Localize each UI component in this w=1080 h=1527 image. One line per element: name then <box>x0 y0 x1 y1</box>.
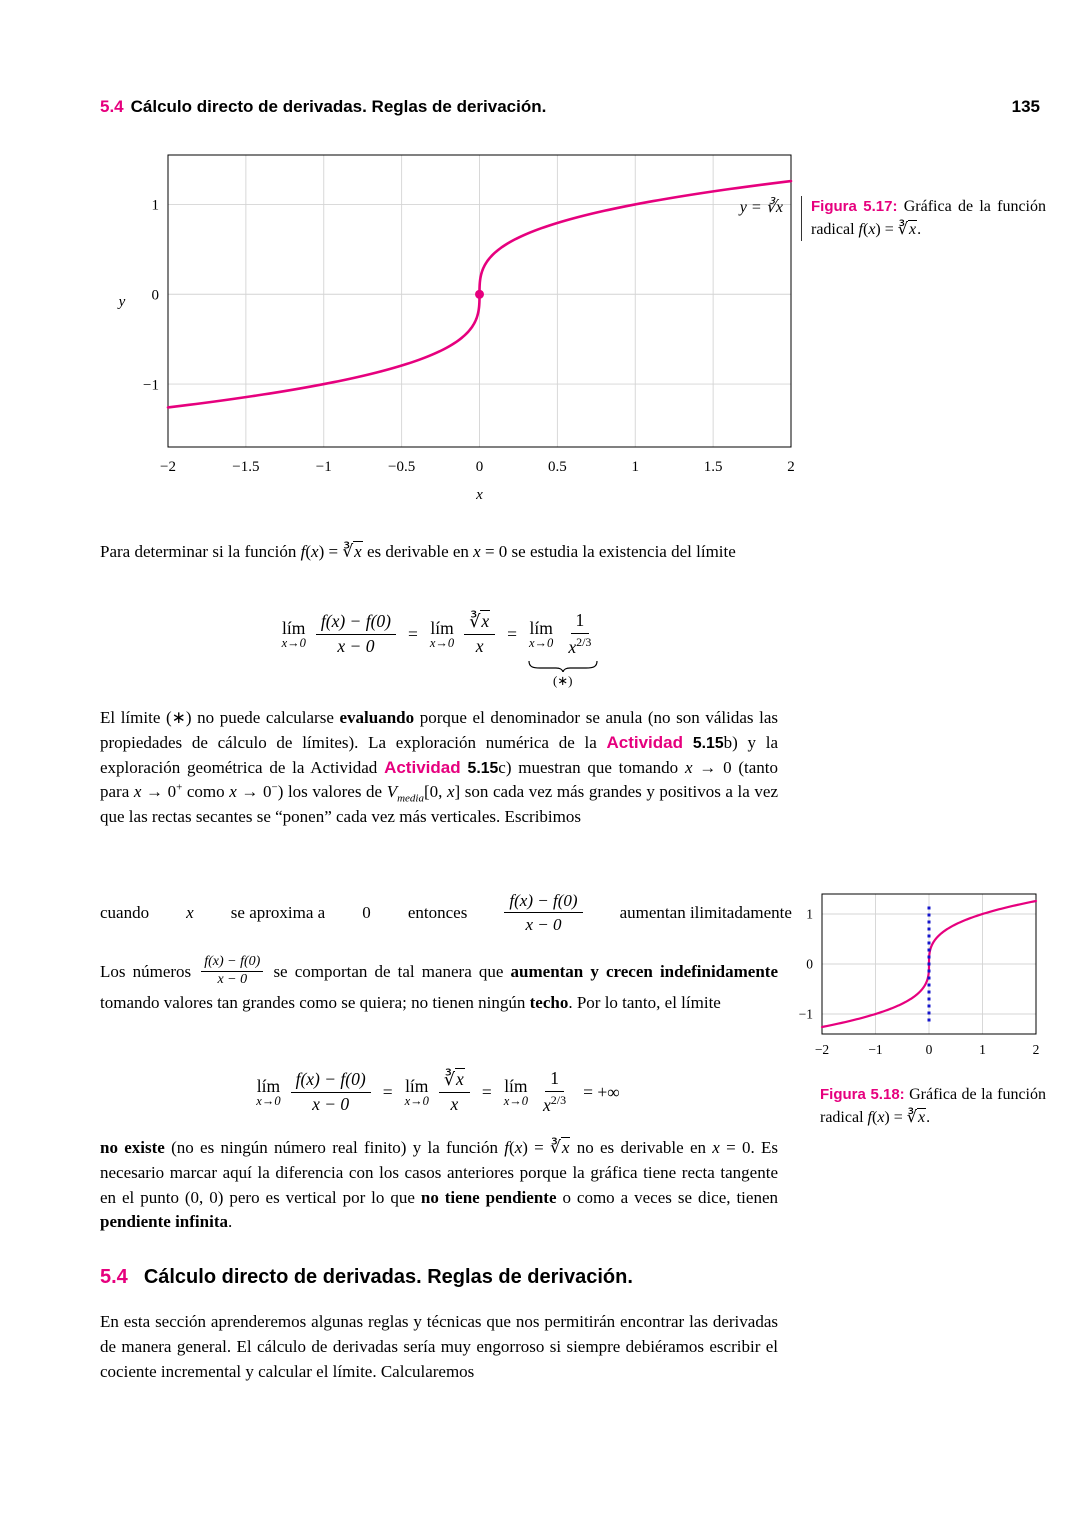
text-run: aumentan y crecen indefinidamente <box>510 962 779 982</box>
svg-text:−1: −1 <box>143 377 159 394</box>
text-run: ) los valores de <box>277 782 387 802</box>
svg-text:1: 1 <box>979 1042 986 1057</box>
header-section-number: 5.4 <box>100 97 124 116</box>
svg-text:1: 1 <box>806 906 813 922</box>
text-run: → 0 (tanto para <box>100 757 779 802</box>
text-run: ( <box>871 1108 878 1126</box>
cbrt-over-x: $\frac{∛x}{x}$ <box>464 611 495 658</box>
text-run: x <box>229 782 237 802</box>
limit-operator: lím x→0 <box>256 1075 281 1108</box>
text-run: no tiene pendiente <box>420 1187 557 1207</box>
text-run: ) = <box>875 220 898 238</box>
section-title-text: Cálculo directo de derivadas. Reglas de derivación. <box>143 1266 633 1288</box>
text-run: Gráfica de la función radical <box>811 198 1047 238</box>
limit-operator <box>282 619 306 651</box>
svg-text:2: 2 <box>1032 1042 1040 1057</box>
text-run: . <box>917 220 922 238</box>
header-section-title <box>100 97 546 117</box>
text-run: En esta sección aprenderemos algunas reglas y técnicas que nos permitirán encontrar las derivadas de manera general. El cálculo de derivadas sería muy engorroso si siempre debiéramos escribir el cociente incremental y calcular el límite. Calcularemos <box>100 1312 778 1381</box>
figure-5-18-caption <box>820 1084 1046 1129</box>
underbrace-icon <box>528 660 598 672</box>
svg-text:−1: −1 <box>315 459 332 475</box>
svg-text:0.5: 0.5 <box>548 459 567 475</box>
desc-aproxima: se aproxima a <box>230 902 326 922</box>
equals-sign: = <box>481 1081 492 1102</box>
text-run: tomando valores tan grandes como se quiera; no tienen ningún <box>100 992 530 1012</box>
text-run: es derivable en <box>362 542 474 561</box>
text-run: no es derivable en <box>570 1138 713 1157</box>
lim-word: lím <box>282 617 306 638</box>
text-run: x <box>684 757 693 777</box>
svg-text:−1.5: −1.5 <box>232 459 260 475</box>
svg-text:−1: −1 <box>868 1042 883 1057</box>
paragraph-limit-discussion <box>100 706 778 830</box>
text-run: ) = <box>318 542 343 561</box>
text-run: x <box>877 1108 885 1126</box>
text-run: pendiente infinita <box>100 1212 228 1232</box>
svg-text:0: 0 <box>475 459 484 475</box>
svg-text:0: 0 <box>925 1042 933 1057</box>
text-run: ( <box>862 220 869 238</box>
text-run: x <box>133 782 142 802</box>
paragraph-no-existe <box>100 1136 778 1235</box>
one-over-x-pow: $\frac{1}{x^{2/3}}$ <box>543 1068 567 1115</box>
cbrt-over-x: $\frac{∛x}{x}$ <box>439 1069 470 1116</box>
cube-root-expression: ∛x <box>550 1138 570 1157</box>
text-run: x <box>868 220 876 238</box>
text-run: x <box>514 1138 523 1157</box>
lim-subscript: x→0 <box>281 635 306 650</box>
text-run: Figura 5.17: <box>811 198 898 215</box>
fig-5-17-svg <box>106 145 803 507</box>
text-run: Los números <box>100 962 199 982</box>
svg-text:−0.5: −0.5 <box>388 459 416 475</box>
text-run: c) muestran que tomando <box>498 757 685 777</box>
svg-text:1: 1 <box>631 459 639 475</box>
section-number: 5.4 <box>100 1266 128 1288</box>
star-annotation: (∗) <box>552 672 573 688</box>
text-run: techo <box>529 992 569 1012</box>
text-run: ) = <box>522 1138 551 1157</box>
cube-root-expression: ∛x <box>897 220 917 238</box>
figure-5-17-graph <box>106 145 803 512</box>
difference-quotient: f(x) − f(0) x − 0 <box>504 890 582 936</box>
one-over-x-pow: 1 $x^{2/3}$ <box>568 610 592 657</box>
svg-text:0: 0 <box>151 287 159 304</box>
text-run: [0, <box>423 782 447 802</box>
text-run: x <box>311 542 319 561</box>
equals-sign: = <box>382 1081 393 1102</box>
svg-text:−1: −1 <box>798 1006 813 1022</box>
text-run: → 0 <box>236 782 272 802</box>
desc-cero: 0 <box>362 902 371 922</box>
text-run: Actividad <box>384 757 461 777</box>
underbraced-term <box>529 610 596 688</box>
desc-entonces: entonces <box>407 902 468 922</box>
text-run: x <box>447 782 455 802</box>
paragraph-intro <box>100 540 778 565</box>
text-run: ( <box>509 1138 515 1157</box>
svg-text:−2: −2 <box>160 459 176 475</box>
text-run: Figura 5.18: <box>820 1086 905 1103</box>
text-run: (no es ningún número real finito) y la función <box>164 1138 505 1157</box>
limit-operator: lím x→0 <box>503 1075 529 1108</box>
text-run: 5.15 <box>683 734 724 752</box>
text-run: f <box>867 1108 872 1126</box>
text-run: media <box>397 792 424 805</box>
text-run: + <box>176 781 183 794</box>
paragraph-section-intro <box>100 1310 778 1384</box>
text-run: 5.15 <box>460 759 499 777</box>
limit-equation-1 <box>100 610 778 688</box>
text-run: o como a veces se dice, tienen <box>556 1187 778 1207</box>
text-run: f <box>858 220 863 238</box>
text-run: x <box>712 1138 720 1157</box>
text-run: ) = <box>884 1108 907 1126</box>
limit-equation-2 <box>100 1068 778 1117</box>
text-run: = 0 se estudia la existencia del límite <box>480 542 736 561</box>
text-run: Gráfica de la función radical <box>820 1086 1046 1126</box>
svg-text:x: x <box>476 487 483 503</box>
text-run: . <box>926 1108 931 1126</box>
svg-text:y = ∛x: y = ∛x <box>739 199 783 216</box>
text-run: ( <box>305 542 312 561</box>
limit-operator: lím x→0 <box>429 617 455 650</box>
radical-sign: ∛ <box>469 610 481 631</box>
section-heading <box>100 1266 633 1289</box>
page-header <box>100 97 1040 117</box>
text-run: = 0. Es necesario marcar aquí la diferencia con los casos anteriores porque la gráfica tiene recta tangente en el punto (0, 0) pero es vertical por lo que <box>100 1138 779 1207</box>
equals-sign: = <box>507 623 517 644</box>
svg-text:1.5: 1.5 <box>703 459 723 475</box>
desc-tail: aumentan ilimitadamente <box>619 902 792 922</box>
inline-fraction: $\frac{f(x) - f(0)}{x - 0}$ <box>201 954 263 989</box>
svg-text:y: y <box>118 294 126 310</box>
desc-cuando: cuando <box>100 902 150 922</box>
svg-text:1: 1 <box>151 197 159 214</box>
svg-text:2: 2 <box>787 459 795 475</box>
text-run: f <box>504 1138 510 1157</box>
desc-x: x <box>186 902 194 922</box>
fig-5-18-svg <box>794 886 1044 1064</box>
text-run: ] son cada vez más grandes y positivos a la vez que las rectas secantes se “ponen” cada vez más verticales. Escribimos <box>100 782 779 827</box>
svg-text:0: 0 <box>806 956 813 972</box>
text-run: x <box>473 542 481 561</box>
difference-quotient: $\frac{f(x) - f(0)}{x - 0}$ <box>316 611 396 658</box>
equals-plus-infinity: = +∞ <box>583 1081 620 1102</box>
svg-text:−2: −2 <box>814 1042 830 1057</box>
text-run: . <box>228 1212 233 1232</box>
paragraph-numbers-grow <box>100 956 778 1015</box>
radical-sign: ∛ <box>443 1068 456 1089</box>
text-run: − <box>271 781 278 794</box>
cube-root-expression: ∛x <box>342 542 362 561</box>
text-run: se comportan de tal manera que <box>266 962 511 982</box>
equals-sign: = <box>408 623 418 644</box>
difference-quotient: $\frac{f(x) - f(0)}{x - 0}$ <box>291 1069 371 1116</box>
text-run: V <box>386 782 398 802</box>
text-run: f <box>300 542 306 561</box>
limit-operator: lím x→0 <box>529 617 554 650</box>
page-number: 135 <box>1011 97 1040 116</box>
text-run: b) y la exploración geométrica de la Actividad <box>100 732 778 777</box>
text-run: como <box>182 782 230 802</box>
text-run: . Por lo tanto, el límite <box>568 992 721 1012</box>
text-run: no existe <box>100 1138 165 1157</box>
limit-operator: lím x→0 <box>404 1075 429 1108</box>
text-run: Actividad <box>606 732 683 752</box>
text-run: evaluando <box>339 708 415 727</box>
figure-5-17-caption <box>801 196 1046 241</box>
text-run: porque el denominador se anula (no son válidas las propiedades de cálculo de límites). La exploración numérica de la <box>100 708 778 752</box>
limit-word-description <box>100 890 792 936</box>
text-run: → 0 <box>141 782 177 802</box>
header-title-text: Cálculo directo de derivadas. Reglas de derivación. <box>130 97 547 116</box>
cube-root-expression: ∛x <box>906 1108 926 1126</box>
figure-5-18-graph <box>794 886 1044 1069</box>
text-run: Para determinar si la función <box>100 542 301 561</box>
text-run: El límite (∗) no puede calcularse <box>100 708 340 727</box>
